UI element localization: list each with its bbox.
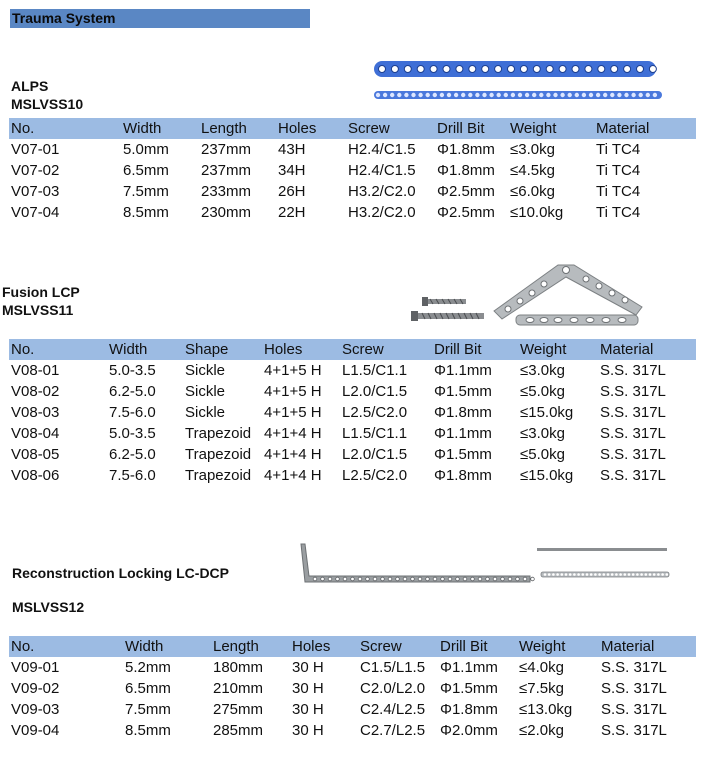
table-cell: Φ1.8mm	[434, 467, 492, 484]
table-cell: Φ1.1mm	[434, 362, 492, 379]
column-header: Holes	[290, 636, 358, 657]
table-cell: 233mm	[201, 183, 252, 200]
recon-lc-dcp-title: Reconstruction Locking LC-DCP	[12, 565, 230, 581]
table-cell: V08-05	[11, 446, 60, 463]
table-cell: Ti TC4	[596, 183, 641, 200]
column-header: Drill Bit	[438, 636, 517, 657]
table-cell: 4+1+4 H	[264, 467, 322, 484]
table-cell: V08-03	[11, 404, 60, 421]
table-cell: L2.5/C2.0	[342, 467, 408, 484]
table-cell: V08-02	[11, 383, 60, 400]
table-cell: V07-01	[11, 141, 60, 158]
table-cell: 8.5mm	[123, 204, 169, 221]
column-header: Width	[107, 339, 183, 360]
table-cell: S.S. 317L	[601, 659, 667, 676]
table-cell: V07-02	[11, 162, 60, 179]
table-cell: V09-02	[11, 680, 60, 697]
table-cell: S.S. 317L	[600, 467, 666, 484]
table-row	[9, 139, 696, 160]
table-cell: 4+1+4 H	[264, 425, 322, 442]
column-header: Weight	[518, 339, 598, 360]
fusion-lcp-code: MSLVSS11	[2, 302, 74, 318]
column-header: Holes	[276, 118, 346, 139]
table-row	[9, 657, 696, 678]
column-header: Screw	[346, 118, 435, 139]
fusion-lcp-image	[408, 255, 653, 330]
table-cell: Sickle	[185, 383, 226, 400]
table-cell: 26H	[278, 183, 306, 200]
table-cell: Φ2.0mm	[440, 722, 498, 739]
column-header: Length	[199, 118, 276, 139]
table-cell: Φ1.8mm	[437, 162, 495, 179]
table-cell: 237mm	[201, 162, 252, 179]
column-header: Weight	[508, 118, 594, 139]
table-cell: ≤5.0kg	[520, 446, 565, 463]
table-cell: V09-04	[11, 722, 60, 739]
fusion-lcp-title: Fusion LCP	[2, 284, 80, 300]
table-row	[9, 181, 696, 202]
table-cell: 5.0-3.5	[109, 425, 156, 442]
column-header: No.	[9, 339, 107, 360]
alps-code: MSLVSS10	[11, 96, 84, 112]
table-row	[9, 720, 696, 741]
table-cell: Φ1.8mm	[434, 404, 492, 421]
table-cell: 34H	[278, 162, 306, 179]
table-cell: 5.0-3.5	[109, 362, 156, 379]
table-cell: ≤5.0kg	[520, 383, 565, 400]
recon-lc-dcp-code: MSLVSS12	[12, 599, 85, 615]
table-cell: Φ1.5mm	[440, 680, 498, 697]
table-cell: Ti TC4	[596, 141, 641, 158]
column-header: Material	[594, 118, 696, 139]
table-cell: Sickle	[185, 362, 226, 379]
column-header: Shape	[183, 339, 262, 360]
table-cell: ≤13.0kg	[519, 701, 573, 718]
table-cell: Φ1.8mm	[440, 701, 498, 718]
table-cell: 6.2-5.0	[109, 383, 156, 400]
table-cell: S.S. 317L	[600, 446, 666, 463]
table-cell: S.S. 317L	[601, 722, 667, 739]
table-cell: V09-03	[11, 701, 60, 718]
table-cell: C1.5/L1.5	[360, 659, 426, 676]
table-cell: Φ2.5mm	[437, 204, 495, 221]
table-cell: C2.7/L2.5	[360, 722, 426, 739]
table-cell: Ti TC4	[596, 204, 641, 221]
alps-plate-image	[372, 58, 662, 106]
table-cell: 275mm	[213, 701, 264, 718]
column-header: Drill Bit	[432, 339, 518, 360]
table-row	[9, 678, 696, 699]
table-cell: 237mm	[201, 141, 252, 158]
table-cell: 6.2-5.0	[109, 446, 156, 463]
table-cell: 7.5-6.0	[109, 467, 156, 484]
recon-lc-dcp-table	[9, 636, 696, 741]
table-cell: ≤3.0kg	[520, 425, 565, 442]
table-cell: H2.4/C1.5	[348, 141, 416, 158]
table-cell: 5.0mm	[123, 141, 169, 158]
table-cell: 8.5mm	[125, 722, 171, 739]
table-cell: Φ1.1mm	[440, 659, 498, 676]
table-cell: ≤3.0kg	[520, 362, 565, 379]
column-header: Material	[599, 636, 696, 657]
table-row	[9, 202, 696, 223]
table-cell: Ti TC4	[596, 162, 641, 179]
table-header-row	[9, 636, 696, 657]
fusion-lcp-table	[9, 339, 696, 486]
table-cell: C2.4/L2.5	[360, 701, 426, 718]
table-cell: 30 H	[292, 680, 324, 697]
table-cell: Φ1.8mm	[437, 141, 495, 158]
table-row	[9, 423, 696, 444]
table-cell: ≤15.0kg	[520, 404, 574, 421]
table-row	[9, 360, 696, 381]
recon-lc-dcp-image	[295, 540, 675, 585]
table-cell: H2.4/C1.5	[348, 162, 416, 179]
table-cell: C2.0/L2.0	[360, 680, 426, 697]
page-banner: Trauma System	[10, 9, 310, 28]
table-cell: 285mm	[213, 722, 264, 739]
table-cell: ≤6.0kg	[510, 183, 555, 200]
table-cell: 6.5mm	[125, 680, 171, 697]
table-cell: 7.5mm	[125, 701, 171, 718]
table-cell: V07-04	[11, 204, 60, 221]
table-cell: L1.5/C1.1	[342, 362, 408, 379]
column-header: No.	[9, 636, 123, 657]
table-cell: H3.2/C2.0	[348, 183, 416, 200]
table-cell: S.S. 317L	[600, 425, 666, 442]
table-cell: 180mm	[213, 659, 264, 676]
table-cell: Trapezoid	[185, 446, 252, 463]
table-cell: ≤15.0kg	[520, 467, 574, 484]
table-header-row	[9, 339, 696, 360]
table-cell: V09-01	[11, 659, 60, 676]
table-cell: ≤7.5kg	[519, 680, 564, 697]
table-cell: ≤4.5kg	[510, 162, 555, 179]
table-cell: 7.5-6.0	[109, 404, 156, 421]
table-cell: Sickle	[185, 404, 226, 421]
alps-table	[9, 118, 696, 223]
table-cell: ≤10.0kg	[510, 204, 564, 221]
table-cell: 30 H	[292, 659, 324, 676]
table-cell: 4+1+5 H	[264, 362, 322, 379]
column-header: Screw	[358, 636, 438, 657]
column-header: No.	[9, 118, 121, 139]
table-cell: Φ2.5mm	[437, 183, 495, 200]
table-cell: 5.2mm	[125, 659, 171, 676]
table-row	[9, 402, 696, 423]
table-cell: Trapezoid	[185, 425, 252, 442]
table-header-row	[9, 118, 696, 139]
table-cell: Φ1.1mm	[434, 425, 492, 442]
table-cell: 7.5mm	[123, 183, 169, 200]
table-cell: Trapezoid	[185, 467, 252, 484]
table-cell: V08-01	[11, 362, 60, 379]
table-cell: ≤2.0kg	[519, 722, 564, 739]
table-cell: S.S. 317L	[600, 383, 666, 400]
table-cell: L2.0/C1.5	[342, 383, 408, 400]
table-cell: Φ1.5mm	[434, 446, 492, 463]
alps-title: ALPS	[11, 78, 49, 94]
table-cell: 4+1+4 H	[264, 446, 322, 463]
table-cell: L1.5/C1.1	[342, 425, 408, 442]
table-cell: V08-06	[11, 467, 60, 484]
column-header: Length	[211, 636, 290, 657]
column-header: Weight	[517, 636, 599, 657]
table-row	[9, 465, 696, 486]
column-header: Material	[598, 339, 696, 360]
table-cell: L2.5/C2.0	[342, 404, 408, 421]
table-cell: H3.2/C2.0	[348, 204, 416, 221]
table-cell: 4+1+5 H	[264, 404, 322, 421]
table-cell: 230mm	[201, 204, 252, 221]
table-cell: V07-03	[11, 183, 60, 200]
table-cell: ≤3.0kg	[510, 141, 555, 158]
table-cell: ≤4.0kg	[519, 659, 564, 676]
table-cell: S.S. 317L	[600, 404, 666, 421]
table-cell: 30 H	[292, 722, 324, 739]
column-header: Screw	[340, 339, 432, 360]
column-header: Width	[121, 118, 199, 139]
table-cell: V08-04	[11, 425, 60, 442]
table-row	[9, 160, 696, 181]
table-cell: S.S. 317L	[600, 362, 666, 379]
table-cell: 22H	[278, 204, 306, 221]
table-cell: Φ1.5mm	[434, 383, 492, 400]
table-row	[9, 444, 696, 465]
table-cell: S.S. 317L	[601, 680, 667, 697]
table-cell: S.S. 317L	[601, 701, 667, 718]
table-cell: 30 H	[292, 701, 324, 718]
column-header: Drill Bit	[435, 118, 508, 139]
table-row	[9, 699, 696, 720]
table-cell: L2.0/C1.5	[342, 446, 408, 463]
column-header: Width	[123, 636, 211, 657]
table-row	[9, 381, 696, 402]
table-cell: 6.5mm	[123, 162, 169, 179]
column-header: Holes	[262, 339, 340, 360]
table-cell: 210mm	[213, 680, 264, 697]
table-cell: 43H	[278, 141, 306, 158]
table-cell: 4+1+5 H	[264, 383, 322, 400]
